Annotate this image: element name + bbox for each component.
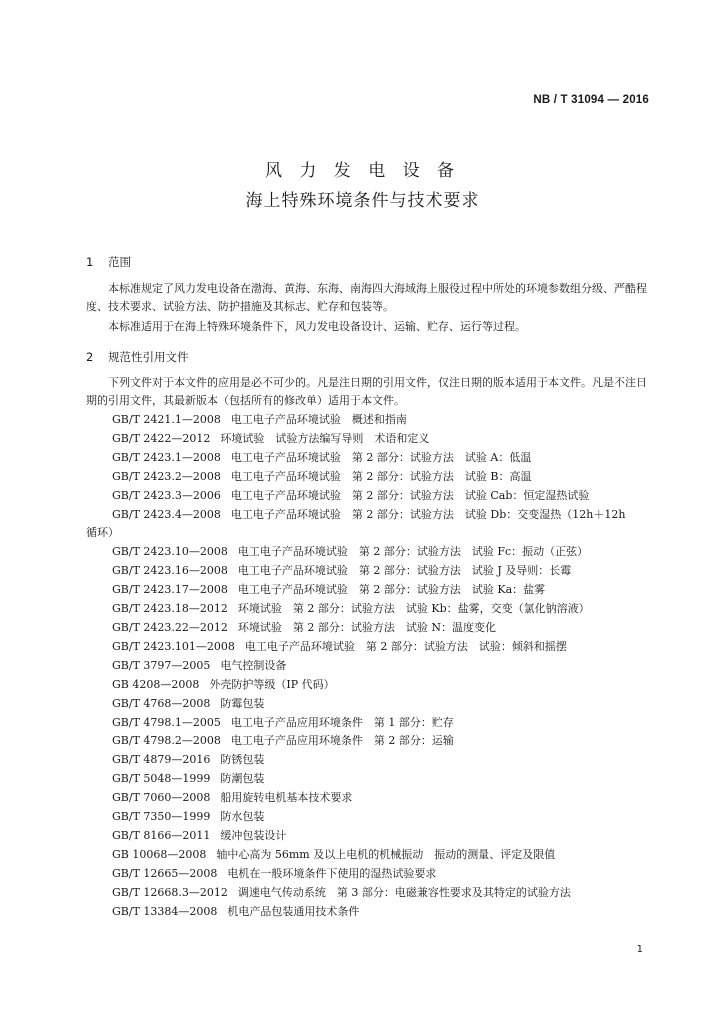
reference-item — [86, 865, 654, 884]
standard-number: NB / T 31094 — 2016 — [533, 94, 649, 106]
reference-item — [86, 543, 654, 562]
reference-item — [86, 411, 654, 430]
reference-code: GB/T 4768—2008 — [112, 696, 211, 710]
reference-code: GB/T 8166—2011 — [112, 828, 211, 842]
reference-item — [86, 657, 654, 676]
reference-title: 电工电子产品环境试验 第 2 部分：试验方法 试验 Fc：振动（正弦） — [237, 545, 589, 559]
reference-item — [86, 789, 654, 808]
reference-item — [86, 581, 654, 600]
reference-title: 电工电子产品环境试验 第 2 部分：试验方法 试验 A：低温 — [230, 450, 532, 464]
reference-title: 防锈包装 — [220, 753, 265, 767]
reference-title: 防潮包装 — [220, 772, 265, 786]
reference-code: GB/T 2421.1—2008 — [112, 413, 221, 426]
reference-item — [86, 562, 654, 581]
scope-paragraph-2: 本标准适用于在海上特殊环境条件下，风力发电设备设计、运输、贮存、运行等过程。 — [108, 320, 526, 333]
reference-title: 电工电子产品环境试验 第 2 部分：试验方法 试验 B：高温 — [230, 469, 532, 483]
reference-code: GB/T 13384—2008 — [112, 904, 218, 918]
reference-code: GB/T 7350—1999 — [112, 810, 211, 824]
reference-title: 轴中心高为 56mm 及以上电机的机械振动 振动的测量、评定及限值 — [216, 847, 556, 861]
section-number: 2 — [86, 350, 94, 364]
reference-code: GB/T 4798.1—2005 — [112, 715, 221, 729]
reference-title: 环境试验 试验方法编写导则 术语和定义 — [220, 431, 430, 445]
reference-code: GB/T 2423.17—2008 — [112, 583, 228, 597]
reference-title: 电工电子产品环境试验 第 2 部分：试验方法 试验 J 及导则：长霉 — [237, 564, 572, 578]
reference-code: GB/T 12665—2008 — [112, 866, 218, 880]
reference-item — [86, 903, 654, 922]
section-heading-scope — [86, 254, 131, 270]
reference-title: 机电产品包装通用技术条件 — [227, 904, 360, 918]
normative-intro-paragraph: 下列文件对于本文件的应用是必不可少的。凡是注日期的引用文件，仅注日期的版本适用于本文件。凡是不注日期的引用文件，其最新版本（包括所有的修改单）适用于本文件。 — [86, 376, 647, 407]
document-title-line2: 海上特殊环境条件与技术要求 — [245, 191, 480, 211]
reference-code: GB/T 3797—2005 — [112, 658, 211, 672]
reference-item — [86, 732, 654, 751]
reference-item — [86, 714, 654, 733]
reference-code: GB/T 2423.10—2008 — [112, 545, 228, 559]
reference-title: 电工电子产品环境试验 第 2 部分：试验方法 试验：倾斜和摇摆 — [244, 639, 567, 653]
reference-item — [86, 600, 654, 619]
reference-item — [86, 487, 654, 506]
reference-code: GB/T 7060—2008 — [112, 791, 211, 805]
reference-item — [86, 506, 654, 544]
reference-code: GB/T 2423.1—2008 — [112, 450, 221, 464]
reference-title: 电工电子产品环境试验 概述和指南 — [230, 413, 407, 426]
reference-title: 电工电子产品环境试验 第 2 部分：试验方法 试验 Ka：盐雾 — [237, 583, 546, 597]
reference-title: 防水包装 — [220, 810, 265, 824]
reference-title: 电工电子产品应用环境条件 第 2 部分：运输 — [230, 734, 454, 748]
reference-title: 防霉包装 — [220, 696, 265, 710]
reference-item — [86, 695, 654, 714]
scope-paragraph-1: 本标准规定了风力发电设备在渤海、黄海、东海、南海四大海域海上服役过程中所处的环境参数组分级、严酷程度、技术要求、试验方法、防护措施及其标志、贮存和包装等。 — [86, 282, 647, 313]
reference-item — [86, 808, 654, 827]
reference-code: GB/T 2423.101—2008 — [112, 639, 235, 653]
reference-item — [86, 770, 654, 789]
reference-code: GB/T 5048—1999 — [112, 772, 211, 786]
reference-item — [86, 619, 654, 638]
document-title-line1: 风 力 发 电 设 备 — [264, 161, 461, 181]
reference-title: 船用旋转电机基本技术要求 — [220, 791, 353, 805]
reference-title: 缓冲包装设计 — [220, 828, 287, 842]
reference-code: GB/T 4879—2016 — [112, 753, 211, 767]
reference-item — [86, 468, 654, 487]
reference-item — [86, 846, 654, 865]
reference-title: 环境试验 第 2 部分：试验方法 试验 Kb：盐雾，交变（氯化钠溶液） — [237, 602, 590, 616]
reference-title: 环境试验 第 2 部分：试验方法 试验 N：温度变化 — [237, 620, 497, 634]
reference-code: GB/T 2423.16—2008 — [112, 564, 228, 578]
reference-code: GB/T 2422—2012 — [112, 431, 211, 445]
reference-item — [86, 638, 654, 657]
reference-item — [86, 676, 654, 695]
reference-title: 电工电子产品环境试验 第 2 部分：试验方法 试验 Cab：恒定湿热试验 — [230, 488, 590, 502]
reference-code: GB/T 2423.22—2012 — [112, 620, 228, 634]
reference-item — [86, 751, 654, 770]
reference-title: 外壳防护等级（IP 代码） — [209, 677, 335, 691]
reference-item — [86, 884, 654, 903]
reference-list — [86, 411, 654, 921]
reference-title: 电气控制设备 — [220, 658, 287, 672]
reference-code: GB/T 2423.3—2006 — [112, 488, 221, 502]
reference-title: 电工电子产品应用环境条件 第 1 部分：贮存 — [230, 715, 454, 729]
section-title: 规范性引用文件 — [108, 350, 189, 364]
reference-title: 调速电气传动系统 第 3 部分：电磁兼容性要求及其特定的试验方法 — [237, 885, 571, 899]
reference-item — [86, 449, 654, 468]
reference-item — [86, 827, 654, 846]
reference-code: GB/T 2423.2—2008 — [112, 469, 221, 483]
reference-code: GB/T 2423.18—2012 — [112, 602, 228, 616]
reference-item — [86, 430, 654, 449]
page-number: 1 — [636, 944, 643, 955]
reference-title-continuation: 循环） — [86, 526, 119, 540]
reference-code: GB 4208—2008 — [112, 677, 200, 691]
reference-code: GB/T 2423.4—2008 — [112, 507, 221, 521]
reference-code: GB/T 12668.3—2012 — [112, 885, 228, 899]
section-number: 1 — [86, 255, 94, 269]
reference-title: 电机在一般环境条件下使用的湿热试验要求 — [227, 866, 437, 880]
section-heading-normative — [86, 349, 189, 365]
reference-code: GB 10068—2008 — [112, 847, 207, 861]
section-title: 范围 — [108, 255, 131, 269]
reference-title: 电工电子产品环境试验 第 2 部分：试验方法 试验 Db：交变湿热（12h＋12h — [230, 507, 626, 521]
reference-code: GB/T 4798.2—2008 — [112, 734, 221, 748]
